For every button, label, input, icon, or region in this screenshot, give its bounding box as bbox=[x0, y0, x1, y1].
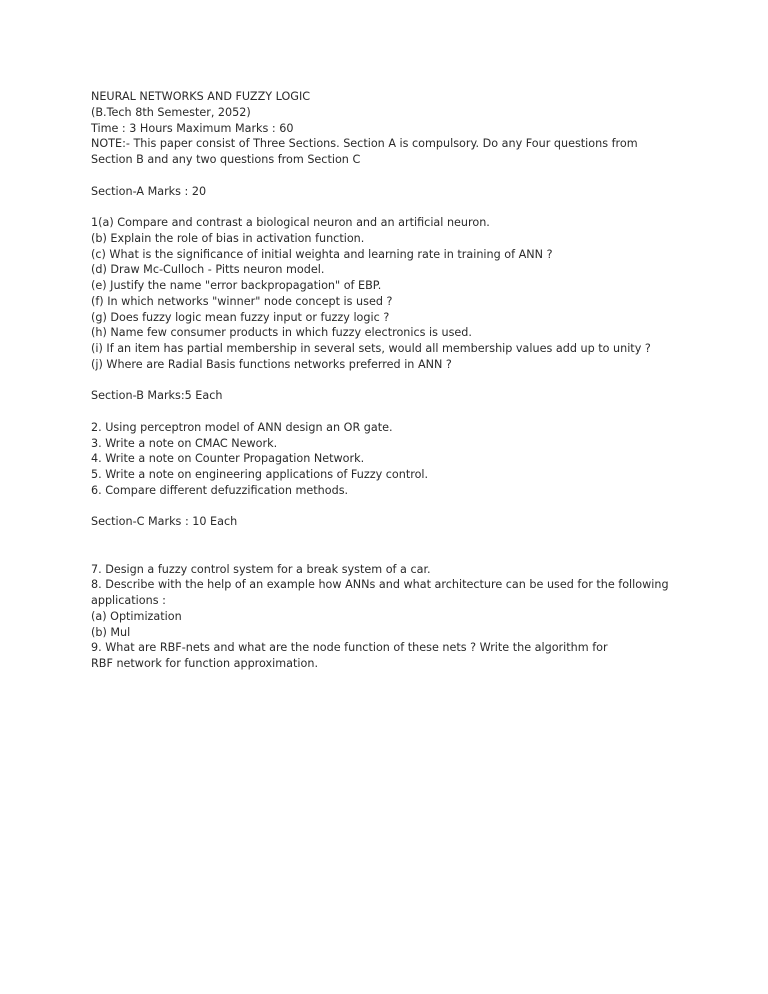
section-a bbox=[91, 184, 691, 373]
question-item: 3. Write a note on CMAC Nework. bbox=[91, 436, 278, 450]
spacer bbox=[91, 199, 691, 215]
question-item: 6. Compare different defuzzification methods. bbox=[91, 483, 349, 497]
question-item: 5. Write a note on engineering applications of Fuzzy control. bbox=[91, 468, 429, 481]
spacer bbox=[91, 373, 691, 389]
question-item: (a) Optimization bbox=[91, 609, 182, 623]
exam-paper-text bbox=[91, 89, 691, 672]
spacer bbox=[91, 530, 691, 562]
paper-semester: (B.Tech 8th Semester, 2052) bbox=[91, 105, 251, 119]
question-item: applications : bbox=[91, 594, 166, 607]
section-c bbox=[91, 514, 691, 672]
paper-note: NOTE:- This paper consist of Three Sections. Section A is compulsory. Do any Four questions from bbox=[91, 137, 638, 151]
question-item: 8. Describe with the help of an example how ANNs and what architecture can be used for the following bbox=[91, 578, 669, 592]
question-item: (h) Name few consumer products in which fuzzy electronics is used. bbox=[91, 326, 472, 340]
question-item: (c) What is the significance of initial weighta and learning rate in training of ANN ? bbox=[91, 247, 553, 261]
question-item: (g) Does fuzzy logic mean fuzzy input or fuzzy logic ? bbox=[91, 310, 390, 324]
section-b-title: Section-B Marks:5 Each bbox=[91, 389, 223, 403]
question-item: (d) Draw Mc-Culloch - Pitts neuron model. bbox=[91, 263, 325, 277]
question-item: (b) Explain the role of bias in activation function. bbox=[91, 231, 365, 245]
question-item: 1(a) Compare and contrast a biological neuron and an artificial neuron. bbox=[91, 216, 490, 229]
paper-note-continued: Section B and any two questions from Section C bbox=[91, 153, 361, 166]
question-item: (b) Mul bbox=[91, 625, 131, 639]
section-a-title: Section-A Marks : 20 bbox=[91, 184, 207, 198]
question-item: 9. What are RBF-nets and what are the node function of these nets ? Write the algorithm for bbox=[91, 641, 608, 655]
paper-time-marks: Time : 3 Hours Maximum Marks : 60 bbox=[91, 121, 294, 135]
paper-title: NEURAL NETWORKS AND FUZZY LOGIC bbox=[91, 90, 311, 103]
question-item: RBF network for function approximation. bbox=[91, 657, 319, 670]
question-item: (i) If an item has partial membership in several sets, would all membership values add up to unity ? bbox=[91, 342, 651, 355]
question-item: 7. Design a fuzzy control system for a break system of a car. bbox=[91, 562, 431, 576]
question-item: (j) Where are Radial Basis functions networks preferred in ANN ? bbox=[91, 357, 452, 371]
spacer bbox=[91, 404, 691, 420]
spacer bbox=[91, 168, 691, 184]
spacer bbox=[91, 499, 691, 515]
section-c-title: Section-C Marks : 10 Each bbox=[91, 515, 238, 529]
question-item: 2. Using perceptron model of ANN design an OR gate. bbox=[91, 420, 393, 434]
question-item: (e) Justify the name "error backpropagation" of EBP. bbox=[91, 279, 382, 292]
question-item: 4. Write a note on Counter Propagation Network. bbox=[91, 452, 365, 466]
question-item: (f) In which networks "winner" node concept is used ? bbox=[91, 294, 393, 308]
section-b bbox=[91, 388, 691, 498]
paper-header bbox=[91, 89, 691, 168]
